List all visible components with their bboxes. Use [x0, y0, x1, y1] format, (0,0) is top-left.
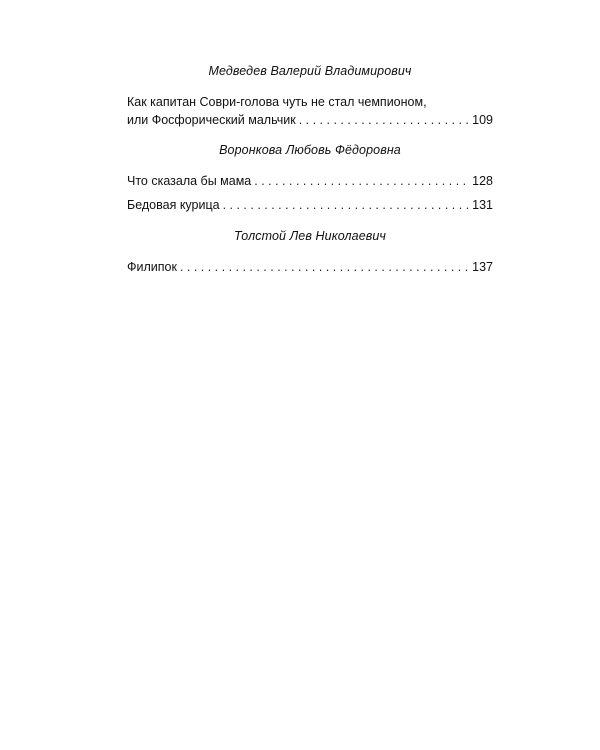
entry-title: Что сказала бы мама: [127, 174, 252, 188]
entry-title-line-2: или Фосфорический мальчик: [127, 113, 296, 127]
entry-title-line-1: Как капитан Соври-голова чуть не стал чемпионом,: [127, 95, 427, 109]
dot-leader: [299, 111, 469, 129]
page-number: 128: [472, 174, 493, 188]
page-number: 109: [472, 113, 493, 127]
author-name: Воронкова Любовь Фёдоровна: [219, 143, 401, 157]
toc-entry: [127, 196, 493, 214]
toc-entry: [127, 93, 493, 129]
toc-entry: [127, 172, 493, 190]
toc-entries: [127, 172, 493, 214]
dot-leader: [223, 196, 470, 214]
author-name: Толстой Лев Николаевич: [233, 229, 387, 243]
dot-leader: [180, 258, 469, 276]
toc-section-tolstoy: [127, 228, 493, 276]
toc-section-medvedev: [127, 63, 493, 129]
entry-line: [127, 196, 493, 214]
entry-line: [127, 172, 493, 190]
toc-entry: [127, 258, 493, 276]
table-of-contents: [127, 63, 493, 276]
toc-entries: [127, 258, 493, 276]
entry-title: Бедовая курица: [127, 198, 220, 212]
page-number: 137: [472, 260, 493, 274]
page-number: 131: [472, 198, 493, 212]
toc-entries: [127, 93, 493, 129]
entry-line: [127, 111, 493, 129]
author-name: Медведев Валерий Владимирович: [208, 64, 412, 78]
entry-title: Филипок: [127, 260, 177, 274]
toc-section-voronkova: [127, 142, 493, 214]
entry-line: [127, 258, 493, 276]
dot-leader: [254, 172, 469, 190]
